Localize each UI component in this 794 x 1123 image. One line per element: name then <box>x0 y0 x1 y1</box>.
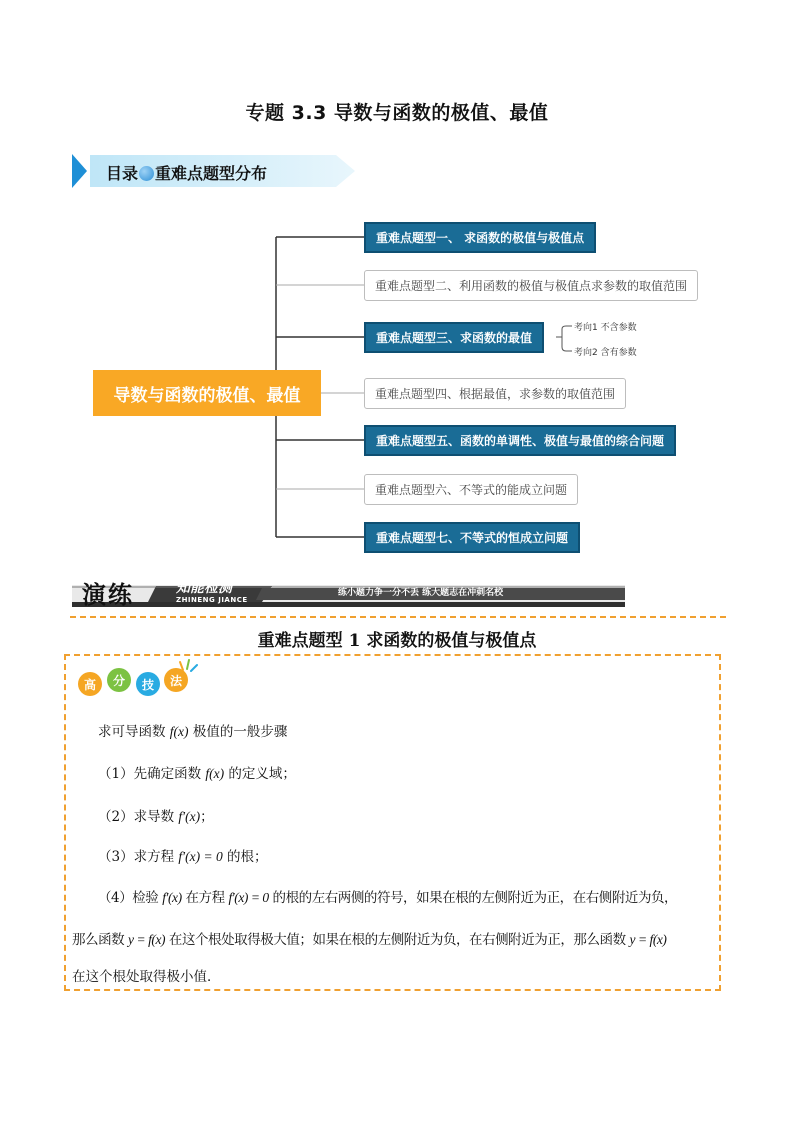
step4-a: （4）检验 <box>98 890 163 906</box>
intro-math: f(x) <box>169 724 189 739</box>
branch-5: 重难点题型五、函数的单调性、极值与最值的综合问题 <box>364 425 676 456</box>
toc-label-prefix: 目录 <box>106 164 139 183</box>
step4-d: 那么函数 <box>72 932 129 948</box>
branch-2: 重难点题型二、利用函数的极值与极值点求参数的取值范围 <box>364 270 698 301</box>
step4-a-math: f′(x) <box>162 890 182 905</box>
method-step-1 <box>98 762 296 782</box>
mind-map <box>0 0 794 560</box>
badge-char-1: 高 <box>78 672 102 696</box>
badge-char-2: 分 <box>107 668 131 692</box>
step2-post: ； <box>200 809 214 825</box>
step3-pre: （3）求方程 <box>98 849 179 865</box>
step1-pre: （1）先确定函数 <box>98 766 206 782</box>
intro-post: 极值的一般步骤 <box>188 724 288 740</box>
step3-post: 的根； <box>222 849 268 865</box>
step4-e: 在这个根处取得极大值；如果在根的左侧附近为负，在右侧附近为正，那么函数 <box>165 932 630 948</box>
step4-b-math: f′(x) = 0 <box>228 890 269 905</box>
step1-post: 的定义域； <box>224 766 296 782</box>
step4-e-math: y = f(x) <box>629 932 667 947</box>
method-intro <box>98 720 287 740</box>
branch-7: 重难点题型七、不等式的恒成立问题 <box>364 522 580 553</box>
method-step-4-line-3 <box>72 965 221 985</box>
step3-math: f′(x) = 0 <box>178 849 223 864</box>
branch-4: 重难点题型四、根据最值，求参数的取值范围 <box>364 378 626 409</box>
top-dashed-divider <box>70 616 726 618</box>
document-title: 专题 3.3 导数与函数的极值、最值 <box>245 102 549 124</box>
badge-char-3: 技 <box>136 672 160 696</box>
step2-math: f′(x) <box>178 809 201 824</box>
method-step-4-line-2 <box>72 928 666 948</box>
practice-left-text: 演练 <box>82 580 134 609</box>
intro-pre: 求可导函数 <box>98 724 170 740</box>
method-step-2 <box>98 805 214 825</box>
toc-label-suffix: 重难点题型分布 <box>155 164 268 183</box>
badge-char-4: 法 <box>164 668 188 692</box>
high-score-badge <box>78 658 200 700</box>
step4-d-math: y = f(x) <box>128 932 166 947</box>
branch-6: 重难点题型六、不等式的能成立问题 <box>364 474 578 505</box>
practice-slogan: 练小题力争一分不丢 练大题志在冲刺名校 <box>338 588 504 598</box>
step4-c: 的根的左右两侧的符号，如果在根的左侧附近为正，在右侧附近为负， <box>268 890 678 906</box>
method-step-3 <box>98 845 267 865</box>
step4-b: 在方程 <box>181 890 229 906</box>
method-step-4-line-1 <box>98 886 677 906</box>
sub-branch-1: 考向1 不含参数 <box>574 323 637 333</box>
mind-map-root: 导数与函数的极值、最值 <box>93 370 321 416</box>
step2-pre: （2）求导数 <box>98 809 179 825</box>
practice-title: 知能检测 <box>176 580 232 596</box>
branch-3: 重难点题型三、求函数的最值 <box>364 322 544 353</box>
practice-banner <box>72 580 625 609</box>
step4-f: 在这个根处取得极小值． <box>72 969 221 985</box>
sub-branch-2: 考向2 含有参数 <box>574 348 637 358</box>
section-heading: 重难点题型 1 求函数的极值与极值点 <box>257 631 537 651</box>
branch-1: 重难点题型一、 求函数的极值与极值点 <box>364 222 596 253</box>
step1-math: f(x) <box>205 766 225 781</box>
practice-pinyin: ZHINENG JIANCE <box>176 596 248 604</box>
